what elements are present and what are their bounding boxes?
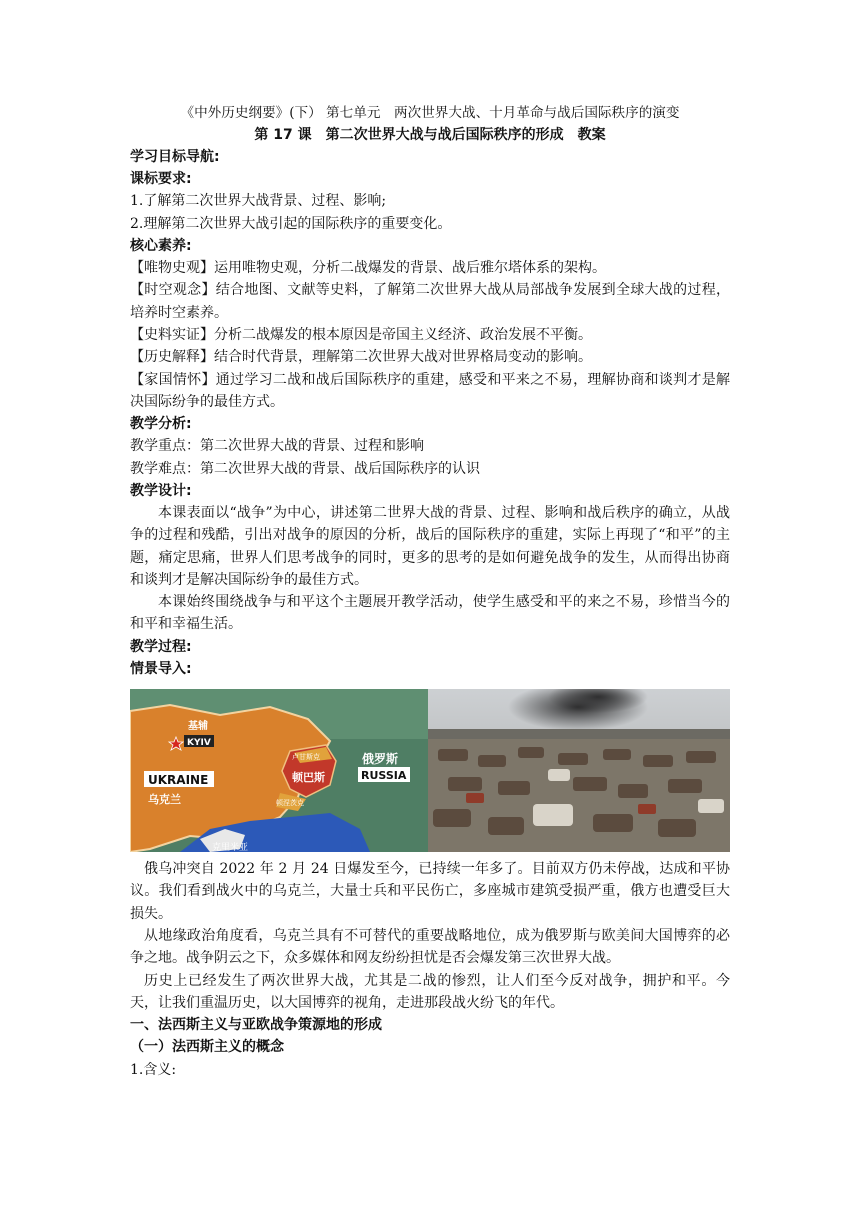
document-page <box>130 102 730 1081</box>
intro-figure <box>130 689 730 852</box>
analysis-difficulty: 教学难点：第二次世界大战的背景、战后国际秩序的认识 <box>130 460 480 477</box>
literacy-item: 【历史解释】结合时代背景，理解第二次世界大战对世界格局变动的影响。 <box>130 349 592 366</box>
goals-heading: 学习目标导航: <box>130 149 220 165</box>
ukraine-map-image <box>130 689 428 852</box>
map-label-ukraine-cn: 乌克兰 <box>148 793 181 807</box>
section1-item: 1.含义: <box>130 1061 177 1078</box>
intro-paragraph: 从地缘政治角度看，乌克兰具有不可替代的重要战略地位，成为俄罗斯与欧美间大国博弈的必争之地。战争阴云之下，众多媒体和网友纷纷担忧是否会爆发第三次世界大战。 <box>130 927 730 967</box>
literacy-item: 【家国情怀】通过学习二战和战后国际秩序的重建，感受和平来之不易，理解协商和谈判才是解决国际纷争的最佳方式。 <box>130 371 730 410</box>
lesson-title: 第 17 课 第二次世界大战与战后国际秩序的形成 教案 <box>254 127 606 143</box>
intro-paragraph: 历史上已经发生了两次世界大战，尤其是二战的惨烈，让人们至今反对战争，拥护和平。今天，让我们重温历史，以大国博弈的视角，走进那段战火纷飞的年代。 <box>130 972 730 1011</box>
map-label-ukraine-en: UKRAINE <box>148 773 209 788</box>
design-paragraph: 本课表面以“战争”为中心，讲述第二世界大战的背景、过程、影响和战后秩序的确立，从战争的过程和残酷，引出对战争的原因的分析，战后的国际秩序的重建，实际上再现了“和平”的主题，痛定思痛，世界人们思考战争的同时，更多的思考的是如何避免战争的发生，从而得出协商和谈判才是解决国际纷争的最佳方式。 <box>130 504 730 588</box>
analysis-key-point: 教学重点：第二次世界大战的背景、过程和影响 <box>130 438 424 455</box>
intro-paragraph: 俄乌冲突自 2022 年 2 月 24 日爆发至今，已持续一年多了。目前双方仍未停战，达成和平协议。我们看到战火中的乌克兰，大量士兵和平民伤亡，多座城市建筑受损严重，俄方也遭受巨大损失。 <box>130 861 730 922</box>
map-label-luhansk: 卢甘斯克 <box>292 753 320 762</box>
analysis-heading: 教学分析: <box>130 416 192 433</box>
map-label-russia-cn: 俄罗斯 <box>362 752 399 767</box>
literacy-heading: 核心素养: <box>130 237 192 254</box>
design-paragraph: 本课始终围绕战争与和平这个主题展开教学活动，使学生感受和平的来之不易，珍惜当今的和平和幸福生活。 <box>130 594 730 633</box>
map-label-russia-en: RUSSIA <box>361 769 407 783</box>
course-line: 《中外历史纲要》(下） 第七单元 两次世界大战、十月革命与战后国际秩序的演变 <box>180 105 680 121</box>
design-heading: 教学设计: <box>130 482 192 499</box>
destroyed-vehicles-photo <box>428 689 730 852</box>
literacy-item: 【时空观念】结合地图、文献等史料，了解第二次世界大战从局部战争发展到全球大战的过程，培养时空素养。 <box>130 282 730 321</box>
literacy-item: 【唯物史观】运用唯物史观，分析二战爆发的背景、战后雅尔塔体系的架构。 <box>130 260 606 277</box>
literacy-item: 【史料实证】分析二战爆发的根本原因是帝国主义经济、政治发展不平衡。 <box>130 326 592 343</box>
standard-item: 1.了解第二次世界大战背景、过程、影响; <box>130 193 387 210</box>
process-heading: 教学过程: <box>130 638 192 655</box>
map-label-donetsk: 顿涅茨克 <box>276 799 304 808</box>
map-label-crimea: 克里米亚 <box>212 843 249 853</box>
intro-heading: 情景导入: <box>130 660 192 677</box>
map-label-donbas: 顿巴斯 <box>292 771 325 785</box>
map-label-kyiv-cn: 基辅 <box>188 721 208 733</box>
map-label-kyiv-en: KYIV <box>187 738 211 749</box>
section1-subheading: （一）法西斯主义的概念 <box>130 1039 284 1056</box>
section1-heading: 一、法西斯主义与亚欧战争策源地的形成 <box>130 1017 382 1034</box>
standard-heading: 课标要求: <box>130 171 192 188</box>
standard-item: 2.理解第二次世界大战引起的国际秩序的重要变化。 <box>130 215 452 232</box>
